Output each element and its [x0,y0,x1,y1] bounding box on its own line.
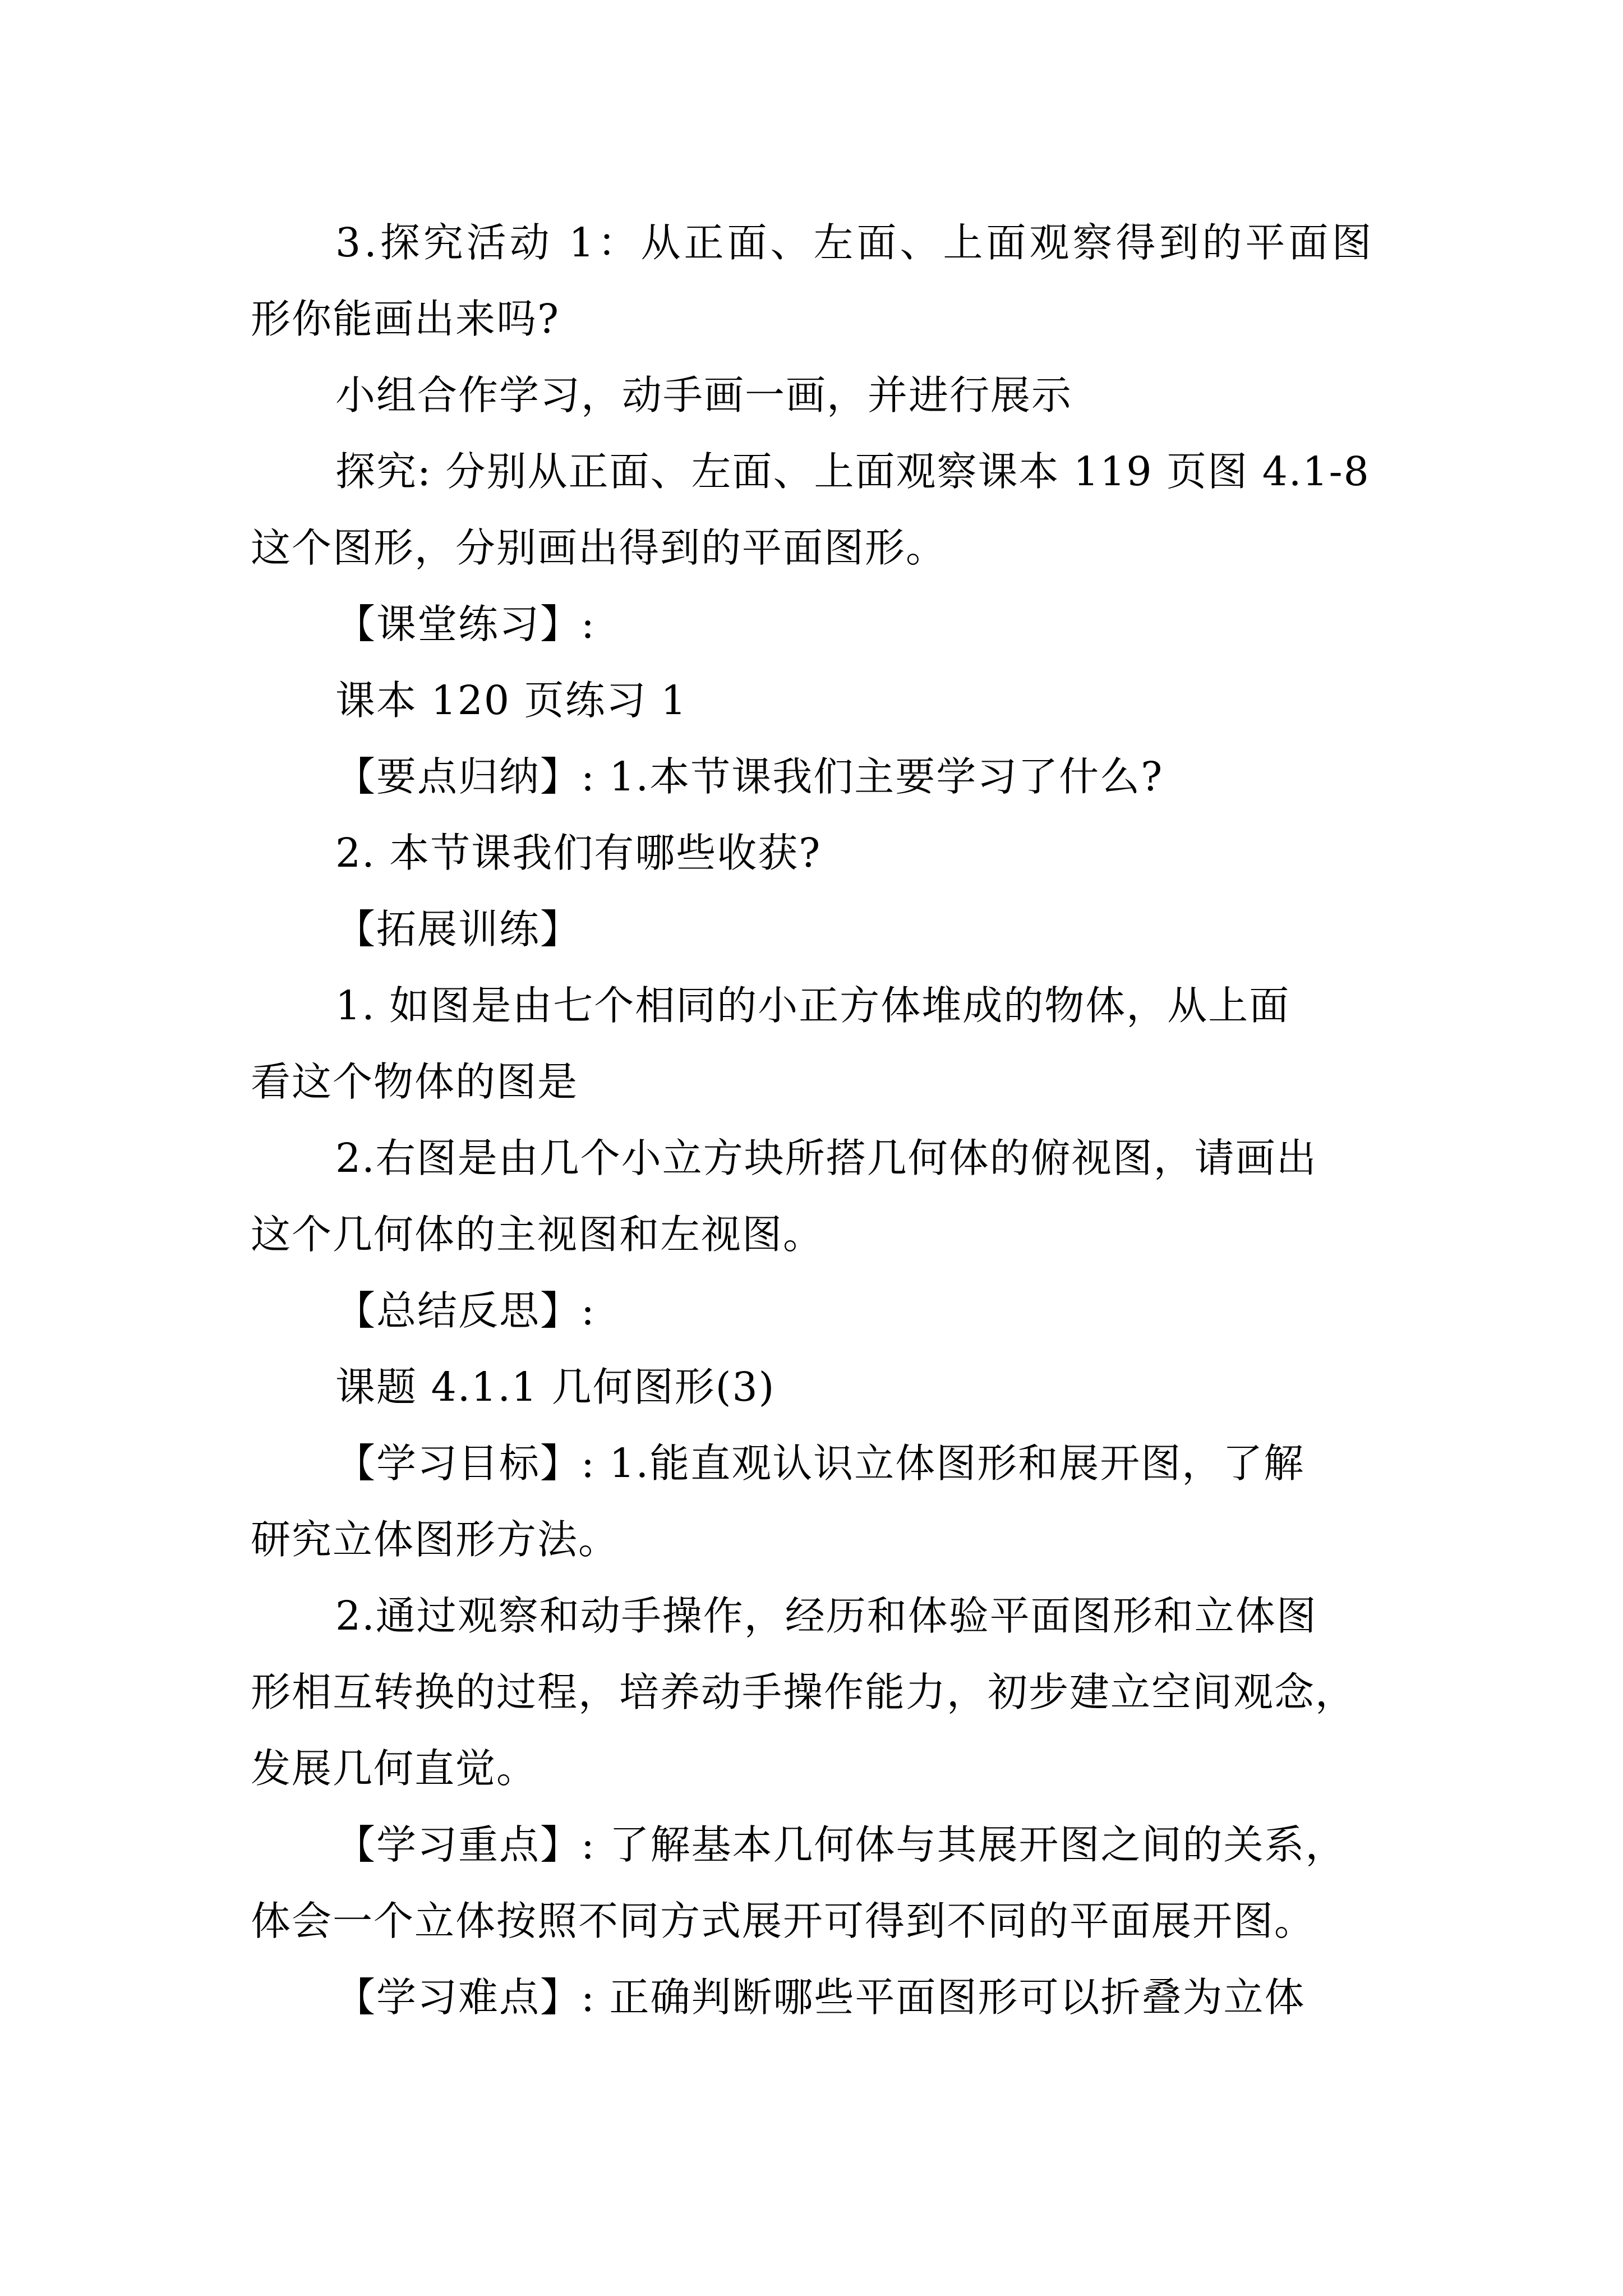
section-heading: 【学习目标】: 1.能直观认识立体图形和展开图，了解 [335,1440,1305,1487]
section-heading: 【拓展训练】 [335,906,582,953]
paragraph-line: 探究: 分别从正面、左面、上面观察课本 119 页图 4.1-8 [335,448,1370,495]
paragraph-line: 小组合作学习，动手画一画，并进行展示 [335,372,1073,418]
paragraph-line: 体会一个立体按照不同方式展开可得到不同的平面展开图。 [251,1898,1316,1944]
paragraph-line: 3.探究活动 1：从正面、左面、上面观察得到的平面图 [335,219,1375,266]
paragraph-line: 看这个物体的图是 [251,1059,579,1105]
section-heading: 【学习重点】: 了解基本几何体与其展开图之间的关系， [335,1821,1347,1868]
paragraph-line: 形你能画出来吗? [251,296,560,342]
paragraph-line: 2.通过观察和动手操作，经历和体验平面图形和立体图 [335,1593,1317,1639]
paragraph-line: 研究立体图形方法。 [251,1516,620,1563]
paragraph-line: 2. 本节课我们有哪些收获? [335,830,822,876]
paragraph-line: 这个几何体的主视图和左视图。 [251,1211,824,1258]
paragraph-line: 发展几何直觉。 [251,1745,538,1792]
lesson-title: 课题 4.1.1 几何图形(3) [335,1364,776,1410]
section-heading: 【总结反思】: [335,1287,596,1334]
paragraph-line: 1. 如图是由七个相同的小正方体堆成的物体，从上面 [335,982,1290,1029]
section-heading: 【要点归纳】: 1.本节课我们主要学习了什么? [335,753,1164,800]
paragraph-line: 课本 120 页练习 1 [335,677,688,724]
section-heading: 【课堂练习】: [335,601,596,647]
paragraph-line: 形相互转换的过程，培养动手操作能力，初步建立空间观念， [251,1669,1357,1715]
paragraph-line: 这个图形，分别画出得到的平面图形。 [251,524,947,571]
paragraph-line: 2.右图是由几个小立方块所搭几何体的俯视图，请画出 [335,1135,1317,1181]
section-heading: 【学习难点】: 正确判断哪些平面图形可以折叠为立体 [335,1974,1306,2021]
